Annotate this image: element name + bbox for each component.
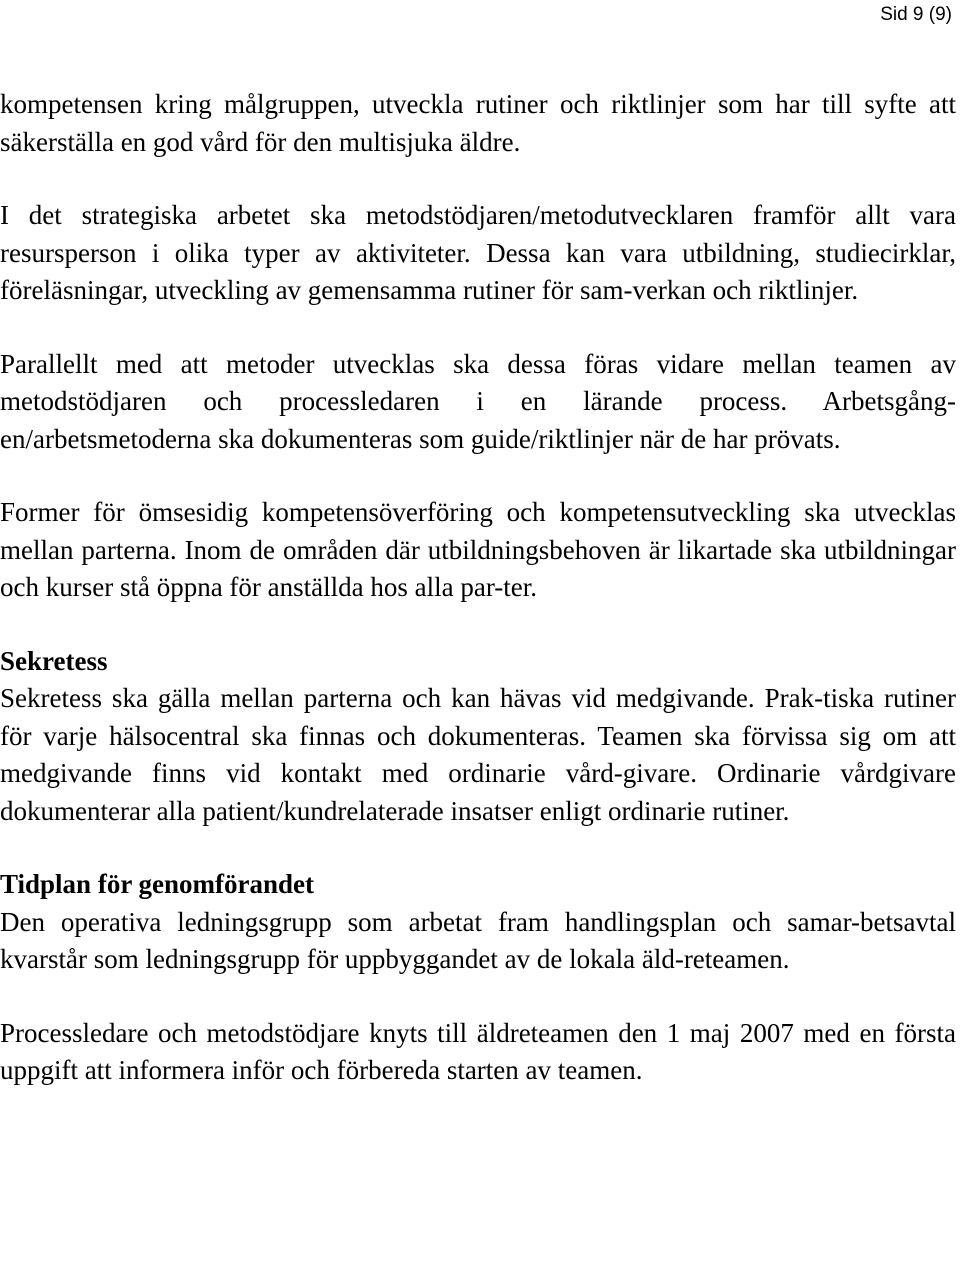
section-heading: Tidplan för genomförandet	[0, 869, 315, 899]
section-tidplan	[0, 866, 956, 979]
body-paragraph: I det strategiska arbetet ska metodstödjaren/metodutvecklaren framför allt vara resursperson i olika typer av aktiviteter. Dessa kan vara utbildning, studiecirklar, föreläsningar, utveckling av gemensamma rutiner för sam-verkan och riktlinjer.	[0, 200, 956, 305]
section-paragraph: Den operativa ledningsgrupp som arbetat fram handlingsplan och samar-betsavtal kvarstår som ledningsgrupp för uppbyggandet av de lokala äld-reteamen.	[0, 906, 956, 974]
section-paragraph: Sekretess ska gälla mellan parterna och kan hävas vid medgivande. Prak-tiska rutiner för varje hälsocentral ska finnas och dokumenteras. Teamen ska förvissa sig om att medgivande finns vid kontakt med ordinarie vård-givare. Ordinarie vårdgivare dokumenterar alla patient/kundrelaterade insatser enligt ordinarie rutiner.	[0, 683, 956, 826]
page-number: Sid 9 (9)	[880, 4, 952, 25]
section-heading: Sekretess	[0, 645, 108, 676]
section-sekretess	[0, 643, 956, 831]
closing-paragraph: Processledare och metodstödjare knyts till äldreteamen den 1 maj 2007 med en första uppgift att informera inför och förbereda starten av teamen.	[0, 1017, 956, 1085]
body-paragraph: Former för ömsesidig kompetensöverföring och kompetensutveckling ska utvecklas mellan parterna. Inom de områden där utbildningsbehoven är likartade ska utbildningar och kurser stå öppna för anställda hos alla par-ter.	[0, 497, 956, 602]
body-paragraph: Parallellt med att metoder utvecklas ska dessa föras vidare mellan teamen av metodstödjaren och processledaren i en lärande process. Arbetsgång-en/arbetsmetoderna ska dokumenteras som guide/riktlinjer när de har prövats.	[0, 348, 956, 454]
document-body	[0, 86, 956, 1090]
body-paragraph: kompetensen kring målgruppen, utveckla rutiner och riktlinjer som har till syfte att säkerställa en god vård för den multisjuka äldre.	[0, 89, 956, 157]
